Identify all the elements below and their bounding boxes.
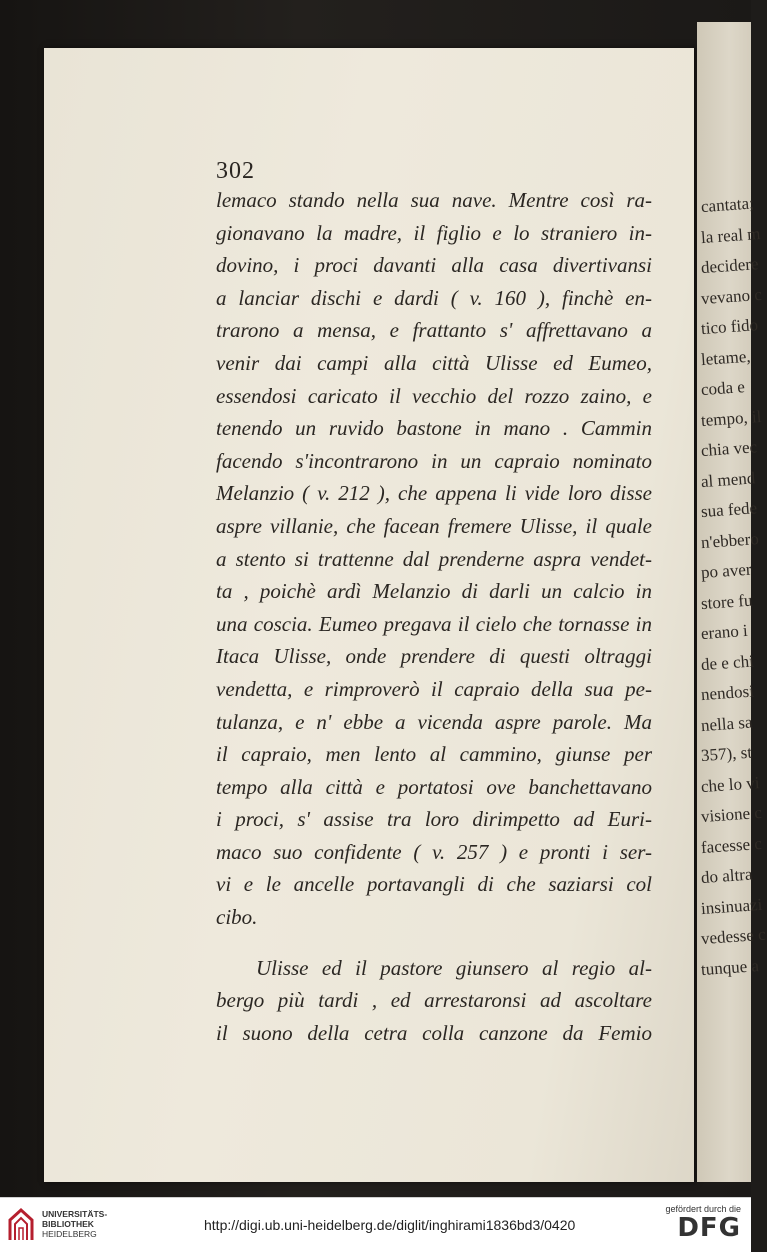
text-line: Itaca Ulisse, onde prendere di questi oltraggi: [216, 644, 652, 669]
text-line: una coscia. Eumeo pregava il cielo che tornasse in: [216, 611, 652, 636]
adjacent-line: decidere: [700, 254, 760, 278]
adjacent-line: de e chi: [700, 650, 755, 674]
text-line: Ulisse ed il pastore giunsero al regio al-: [256, 955, 652, 980]
text-line: tempo alla città e portatosi ove banchettavano: [216, 774, 652, 799]
library-name-line: HEIDELBERG: [42, 1229, 97, 1239]
adjacent-line: che lo vi: [700, 772, 761, 796]
text-line: a lanciar dischi e dardi ( v. 160 ), finchè en-: [216, 285, 652, 310]
text-line: trarono a mensa, e frattanto s' affrettavano a: [216, 318, 652, 343]
text-line: maco suo confidente ( v. 257 ) e pronti i ser-: [216, 839, 652, 864]
adjacent-page-edge: [697, 22, 767, 1182]
viewer-footer: [0, 1197, 751, 1252]
sponsor-block[interactable]: [665, 1204, 741, 1242]
adjacent-line: vedesse c: [700, 924, 767, 949]
text-line: gionavano la madre, il figlio e lo straniero in-: [216, 220, 652, 245]
text-line: cibo.: [216, 905, 258, 930]
text-line: bergo più tardi , ed arrestaronsi ad ascoltare: [216, 988, 652, 1013]
text-line: essendosi caricato il vecchio del rozzo zaino, e: [216, 383, 652, 408]
library-name-line: BIBLIOTHEK: [42, 1219, 94, 1229]
text-line: lemaco stando nella sua nave. Mentre così ra-: [216, 188, 652, 212]
text-line: Melanzio ( v. 212 ), che appena li vide loro disse: [216, 481, 652, 506]
adjacent-page-text: [697, 190, 766, 983]
adjacent-line: la real m: [700, 223, 762, 247]
adjacent-line: nendosi: [700, 681, 755, 705]
adjacent-line: store fu: [700, 590, 754, 613]
adjacent-line: tempo, il: [700, 406, 762, 430]
page-text: [216, 184, 652, 1049]
adjacent-line: nella sa: [700, 712, 754, 735]
text-line: il suono della cetra colla canzone da Femio: [216, 1020, 652, 1045]
library-logo-icon[interactable]: [6, 1206, 36, 1244]
permalink-url[interactable]: http://digi.ub.uni-heidelberg.de/diglit/inghirami1836bd3/0420: [204, 1217, 576, 1233]
text-line: facendo s'incontrarono in un capraio nominato: [216, 448, 652, 473]
library-name-line: UNIVERSITÄTS-: [42, 1209, 108, 1219]
text-line: i proci, s' assise tra loro dirimpetto ad Euri-: [216, 807, 652, 832]
sponsor-label: gefördert durch die: [665, 1204, 741, 1214]
adjacent-line: po aver: [700, 559, 753, 583]
text-line: vendetta, e rimproverò il capraio della sua pe-: [216, 676, 652, 701]
adjacent-line: letame,: [700, 346, 752, 369]
adjacent-line: cantata;: [700, 193, 755, 217]
adjacent-line: facesse c: [700, 833, 763, 857]
text-line: il capraio, men lento al cammino, giunse per: [216, 742, 652, 767]
adjacent-line: visione c: [700, 802, 763, 827]
adjacent-line: tico fido: [700, 315, 759, 339]
text-line: vi e le ancelle portavangli di che saziarsi col: [216, 872, 652, 897]
adjacent-line: chia vec: [700, 437, 758, 461]
text-line: dovino, i proci davanti alla casa divertivansi: [216, 253, 652, 278]
page-number: 302: [216, 158, 255, 184]
adjacent-line: do altra: [700, 864, 754, 888]
adjacent-line: vevano c: [700, 284, 763, 308]
text-line: aspre villanie, che facean fremere Ulisse, il quale: [216, 513, 652, 538]
text-line: tulanza, e n' ebbe a vicenda aspre parole. Ma: [216, 709, 652, 734]
adjacent-line: tunque a: [700, 955, 760, 979]
library-name[interactable]: [42, 1209, 107, 1239]
adjacent-line: 357), st: [700, 742, 753, 766]
dfg-logo: DFG: [677, 1213, 741, 1243]
adjacent-line: sua fede: [700, 498, 758, 522]
adjacent-line: insinuazi: [700, 894, 763, 918]
paragraph-gap: [216, 934, 652, 952]
text-line: tenendo un ruvido bastone in mano . Cammin: [216, 416, 652, 441]
adjacent-line: coda e: [700, 377, 746, 400]
text-line: a stento si trattenne dal prenderne aspra vendet-: [216, 546, 652, 571]
adjacent-line: al mend: [700, 467, 756, 491]
adjacent-line: erano i: [700, 620, 749, 644]
text-line: venir dai campi alla città Ulisse ed Eumeo,: [216, 350, 652, 375]
text-line: ta , poichè ardì Melanzio di darli un calcio in: [216, 579, 652, 604]
adjacent-line: n'ebbero: [700, 528, 760, 552]
